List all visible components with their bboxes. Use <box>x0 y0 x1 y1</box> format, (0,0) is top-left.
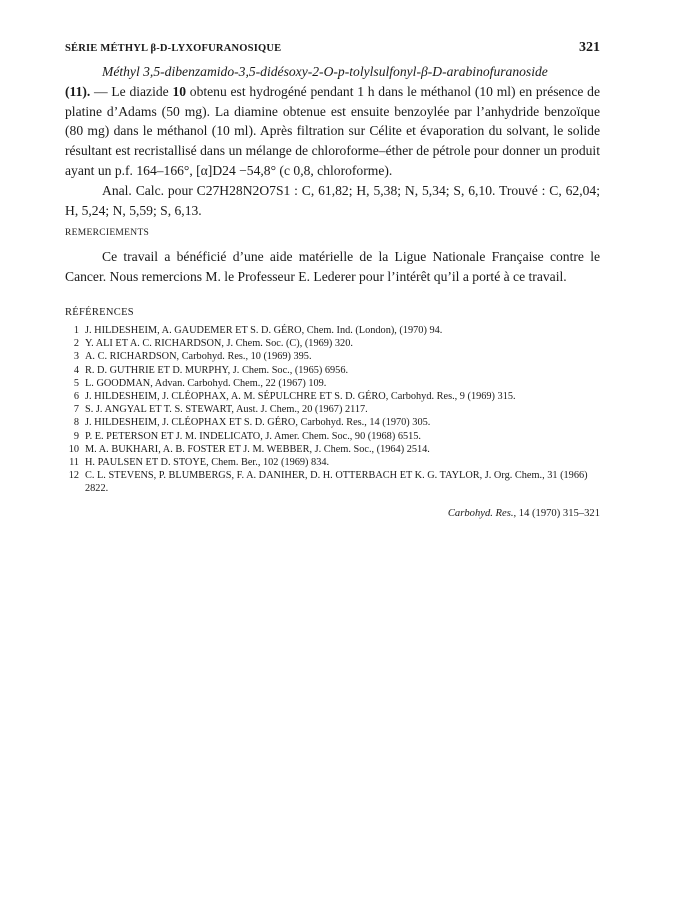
diazide-number: 10 <box>172 83 187 99</box>
reference-item <box>65 350 600 363</box>
reference-number: 3 <box>73 351 79 363</box>
reference-text: S. J. ANGYAL ET T. S. STEWART, Aust. J. Chem., 20 (1967) 2117. <box>85 404 368 416</box>
citation-details: 14 (1970) 315–321 <box>516 507 600 519</box>
paragraph-text-b: obtenu est hydrogéné pendant 1 h dans le méthanol (10 ml) en présence de platine d’Adams (50 mg). La diamine obtenue est ensuite benzoylée par l’anhydride benzoïque (80 mg) dans le méthanol (10 ml). Après filtration sur Célite et évaporation du solvant, le solide résultant est recristallisé dans un mélange de chloroforme–éther de pétrole pour donner un produit ayant un p.f. 164–166°, [α]D24 −54,8° (c 0,8, chloroforme). <box>65 83 600 178</box>
references-heading: RÉFÉRENCES <box>65 306 134 318</box>
reference-text: M. A. BUKHARI, A. B. FOSTER ET J. M. WEBBER, J. Chem. Soc., (1964) 2514. <box>85 443 430 455</box>
reference-item <box>65 456 600 469</box>
citation-journal: Carbohyd. Res., <box>447 507 517 519</box>
reference-number: 1 <box>73 324 79 336</box>
reference-item <box>65 324 600 337</box>
reference-text: L. GOODMAN, Advan. Carbohyd. Chem., 22 (1967) 109. <box>85 377 327 389</box>
reference-list <box>65 324 600 496</box>
reference-item <box>65 377 600 390</box>
compound-number: (11). <box>65 83 91 99</box>
reference-text: H. PAULSEN ET D. STOYE, Chem. Ber., 102 (1969) 834. <box>85 457 330 468</box>
journal-citation <box>65 508 600 519</box>
reference-item <box>65 364 600 377</box>
reference-text: A. C. RICHARDSON, Carbohyd. Res., 10 (1969) 395. <box>85 351 312 363</box>
page-number: 321 <box>579 40 600 55</box>
acknowledgements-text: Ce travail a bénéficié d’une aide matérielle de la Ligue Nationale Française contre le Cancer. Nous remercions M. le Professeur E. Lederer pour l’intérêt qu’il a porté à ce travail. <box>65 249 600 285</box>
reference-number: 8 <box>73 417 79 429</box>
reference-item <box>65 416 600 429</box>
reference-number: 5 <box>73 377 79 389</box>
reference-text: R. D. GUTHRIE ET D. MURPHY, J. Chem. Soc., (1965) 6956. <box>85 364 349 376</box>
compound-paragraph <box>65 62 600 181</box>
reference-item <box>65 469 600 495</box>
reference-text: Y. ALI ET A. C. RICHARDSON, J. Chem. Soc. (C), (1969) 320. <box>85 338 353 350</box>
reference-number: 2 <box>73 338 79 350</box>
reference-number: 4 <box>73 364 79 376</box>
reference-number: 6 <box>73 390 79 402</box>
running-title: SÉRIE MÉTHYL β-D-LYXOFURANOSIQUE <box>65 43 282 54</box>
reference-text: C. L. STEVENS, P. BLUMBERGS, F. A. DANIHER, D. H. OTTERBACH ET K. G. TAYLOR, J. Org. Chem., 31 (1966) 2822. <box>85 470 588 495</box>
reference-text: P. E. PETERSON ET J. M. INDELICATO, J. Amer. Chem. Soc., 90 (1968) 6515. <box>85 430 421 442</box>
reference-number: 11 <box>69 457 79 468</box>
reference-item <box>65 403 600 416</box>
reference-text: J. HILDESHEIM, A. GAUDEMER ET S. D. GÉRO, Chem. Ind. (London), (1970) 94. <box>85 324 443 336</box>
reference-number: 10 <box>68 443 79 455</box>
reference-text: J. HILDESHEIM, J. CLÉOPHAX, A. M. SÉPULCHRE ET S. D. GÉRO, Carbohyd. Res., 9 (1969) 315. <box>85 390 516 402</box>
acknowledgements-heading: REMERCIEMENTS <box>65 228 150 239</box>
reference-item <box>65 337 600 350</box>
reference-item <box>65 390 600 403</box>
analysis-paragraph: Anal. Calc. pour C27H28N2O7S1 : C, 61,82; H, 5,38; N, 5,34; S, 6,10. Trouvé : C, 62,04; H, 5,24; N, 5,59; S, 6,13. <box>65 182 600 218</box>
reference-item <box>65 443 600 456</box>
reference-text: J. HILDESHEIM, J. CLÉOPHAX ET S. D. GÉRO, Carbohyd. Res., 14 (1970) 305. <box>85 417 431 429</box>
page <box>65 40 600 519</box>
compound-name: Méthyl 3,5-dibenzamido-3,5-didésoxy-2-O-p-tolylsulfonyl-β-D-arabinofuranoside <box>102 64 548 79</box>
paragraph-text-a: — Le diazide <box>90 83 173 99</box>
reference-number: 12 <box>68 470 79 482</box>
reference-item <box>65 430 600 443</box>
reference-number: 7 <box>73 404 79 416</box>
page-header <box>65 40 600 62</box>
reference-number: 9 <box>73 430 79 442</box>
